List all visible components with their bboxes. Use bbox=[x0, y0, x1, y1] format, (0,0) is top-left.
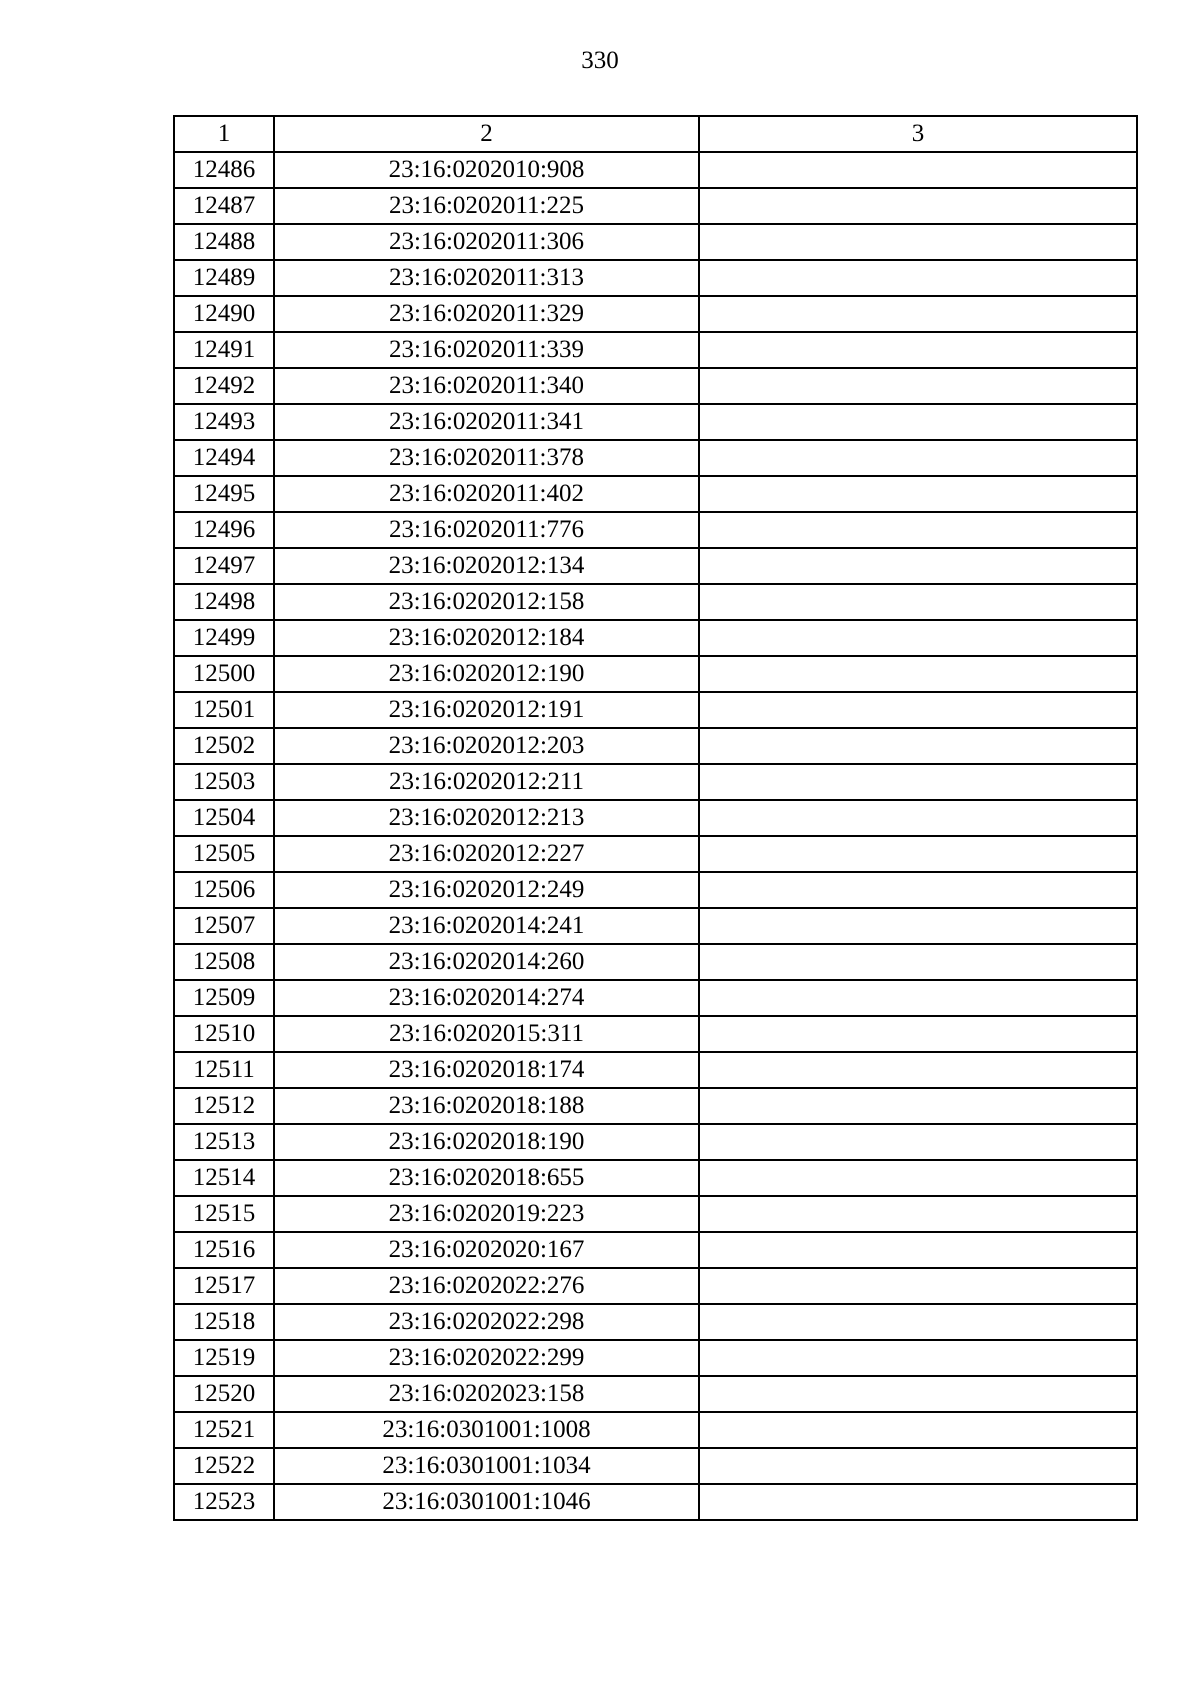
row-number-cell: 12519 bbox=[174, 1340, 274, 1376]
cadastral-number-cell: 23:16:0202018:655 bbox=[274, 1160, 699, 1196]
table-row bbox=[174, 188, 1137, 224]
cadastral-number-cell: 23:16:0202014:260 bbox=[274, 944, 699, 980]
row-number-cell: 12504 bbox=[174, 800, 274, 836]
row-number-cell: 12488 bbox=[174, 224, 274, 260]
table-row bbox=[174, 1268, 1137, 1304]
cadastral-number-cell: 23:16:0202023:158 bbox=[274, 1376, 699, 1412]
table-row bbox=[174, 944, 1137, 980]
cadastral-number-cell: 23:16:0202012:213 bbox=[274, 800, 699, 836]
cadastral-number-cell: 23:16:0202011:329 bbox=[274, 296, 699, 332]
cadastral-number-cell: 23:16:0202022:299 bbox=[274, 1340, 699, 1376]
cadastral-number-cell: 23:16:0202011:225 bbox=[274, 188, 699, 224]
row-number-cell: 12521 bbox=[174, 1412, 274, 1448]
header-cell-2: 2 bbox=[274, 116, 699, 152]
table-row bbox=[174, 1088, 1137, 1124]
notes-cell bbox=[699, 1160, 1137, 1196]
notes-cell bbox=[699, 1124, 1137, 1160]
cadastral-number-cell: 23:16:0202019:223 bbox=[274, 1196, 699, 1232]
cadastral-number-cell: 23:16:0202012:249 bbox=[274, 872, 699, 908]
row-number-cell: 12489 bbox=[174, 260, 274, 296]
notes-cell bbox=[699, 764, 1137, 800]
notes-cell bbox=[699, 872, 1137, 908]
cadastral-table bbox=[173, 115, 1138, 1521]
cadastral-number-cell: 23:16:0202010:908 bbox=[274, 152, 699, 188]
header-row bbox=[174, 116, 1137, 152]
cadastral-number-cell: 23:16:0202014:274 bbox=[274, 980, 699, 1016]
cadastral-number-cell: 23:16:0202012:190 bbox=[274, 656, 699, 692]
notes-cell bbox=[699, 1016, 1137, 1052]
row-number-cell: 12505 bbox=[174, 836, 274, 872]
row-number-cell: 12513 bbox=[174, 1124, 274, 1160]
row-number-cell: 12494 bbox=[174, 440, 274, 476]
cadastral-number-cell: 23:16:0202012:184 bbox=[274, 620, 699, 656]
table-row bbox=[174, 476, 1137, 512]
row-number-cell: 12511 bbox=[174, 1052, 274, 1088]
notes-cell bbox=[699, 404, 1137, 440]
table-row bbox=[174, 656, 1137, 692]
cadastral-number-cell: 23:16:0202012:211 bbox=[274, 764, 699, 800]
cadastral-number-cell: 23:16:0202018:174 bbox=[274, 1052, 699, 1088]
notes-cell bbox=[699, 296, 1137, 332]
notes-cell bbox=[699, 440, 1137, 476]
table-row bbox=[174, 908, 1137, 944]
table-row bbox=[174, 1016, 1137, 1052]
row-number-cell: 12492 bbox=[174, 368, 274, 404]
table-row bbox=[174, 800, 1137, 836]
row-number-cell: 12486 bbox=[174, 152, 274, 188]
row-number-cell: 12490 bbox=[174, 296, 274, 332]
cadastral-number-cell: 23:16:0202012:158 bbox=[274, 584, 699, 620]
row-number-cell: 12496 bbox=[174, 512, 274, 548]
table-header bbox=[174, 116, 1137, 152]
notes-cell bbox=[699, 656, 1137, 692]
cadastral-number-cell: 23:16:0202012:227 bbox=[274, 836, 699, 872]
cadastral-number-cell: 23:16:0202014:241 bbox=[274, 908, 699, 944]
table-row bbox=[174, 332, 1137, 368]
notes-cell bbox=[699, 800, 1137, 836]
row-number-cell: 12499 bbox=[174, 620, 274, 656]
cadastral-number-cell: 23:16:0202011:378 bbox=[274, 440, 699, 476]
notes-cell bbox=[699, 1376, 1137, 1412]
cadastral-number-cell: 23:16:0202011:402 bbox=[274, 476, 699, 512]
table-row bbox=[174, 1052, 1137, 1088]
page-number: 330 bbox=[581, 47, 619, 74]
notes-cell bbox=[699, 1340, 1137, 1376]
notes-cell bbox=[699, 1484, 1137, 1520]
cadastral-number-cell: 23:16:0202012:134 bbox=[274, 548, 699, 584]
notes-cell bbox=[699, 188, 1137, 224]
row-number-cell: 12516 bbox=[174, 1232, 274, 1268]
header-cell-3: 3 bbox=[699, 116, 1137, 152]
table-row bbox=[174, 836, 1137, 872]
cadastral-number-cell: 23:16:0202012:203 bbox=[274, 728, 699, 764]
notes-cell bbox=[699, 728, 1137, 764]
row-number-cell: 12502 bbox=[174, 728, 274, 764]
table-row bbox=[174, 1124, 1137, 1160]
cadastral-number-cell: 23:16:0301001:1008 bbox=[274, 1412, 699, 1448]
row-number-cell: 12515 bbox=[174, 1196, 274, 1232]
cadastral-number-cell: 23:16:0301001:1046 bbox=[274, 1484, 699, 1520]
table-row bbox=[174, 1196, 1137, 1232]
row-number-cell: 12495 bbox=[174, 476, 274, 512]
cadastral-number-cell: 23:16:0202011:340 bbox=[274, 368, 699, 404]
cadastral-number-cell: 23:16:0301001:1034 bbox=[274, 1448, 699, 1484]
cadastral-number-cell: 23:16:0202011:313 bbox=[274, 260, 699, 296]
table-row bbox=[174, 368, 1137, 404]
notes-cell bbox=[699, 944, 1137, 980]
notes-cell bbox=[699, 1304, 1137, 1340]
cadastral-number-cell: 23:16:0202018:190 bbox=[274, 1124, 699, 1160]
row-number-cell: 12507 bbox=[174, 908, 274, 944]
notes-cell bbox=[699, 620, 1137, 656]
row-number-cell: 12508 bbox=[174, 944, 274, 980]
notes-cell bbox=[699, 548, 1137, 584]
row-number-cell: 12491 bbox=[174, 332, 274, 368]
notes-cell bbox=[699, 512, 1137, 548]
cadastral-number-cell: 23:16:0202011:339 bbox=[274, 332, 699, 368]
notes-cell bbox=[699, 1268, 1137, 1304]
row-number-cell: 12520 bbox=[174, 1376, 274, 1412]
cadastral-number-cell: 23:16:0202022:298 bbox=[274, 1304, 699, 1340]
row-number-cell: 12523 bbox=[174, 1484, 274, 1520]
row-number-cell: 12487 bbox=[174, 188, 274, 224]
notes-cell bbox=[699, 1412, 1137, 1448]
row-number-cell: 12497 bbox=[174, 548, 274, 584]
table-row bbox=[174, 620, 1137, 656]
notes-cell bbox=[699, 476, 1137, 512]
row-number-cell: 12493 bbox=[174, 404, 274, 440]
notes-cell bbox=[699, 368, 1137, 404]
row-number-cell: 12500 bbox=[174, 656, 274, 692]
table-row bbox=[174, 260, 1137, 296]
cadastral-number-cell: 23:16:0202022:276 bbox=[274, 1268, 699, 1304]
row-number-cell: 12514 bbox=[174, 1160, 274, 1196]
cadastral-number-cell: 23:16:0202018:188 bbox=[274, 1088, 699, 1124]
notes-cell bbox=[699, 980, 1137, 1016]
row-number-cell: 12501 bbox=[174, 692, 274, 728]
table-row bbox=[174, 152, 1137, 188]
notes-cell bbox=[699, 1088, 1137, 1124]
table-row bbox=[174, 224, 1137, 260]
notes-cell bbox=[699, 1196, 1137, 1232]
row-number-cell: 12518 bbox=[174, 1304, 274, 1340]
table-row bbox=[174, 548, 1137, 584]
row-number-cell: 12510 bbox=[174, 1016, 274, 1052]
cadastral-number-cell: 23:16:0202015:311 bbox=[274, 1016, 699, 1052]
notes-cell bbox=[699, 152, 1137, 188]
notes-cell bbox=[699, 584, 1137, 620]
notes-cell bbox=[699, 836, 1137, 872]
row-number-cell: 12517 bbox=[174, 1268, 274, 1304]
table-row bbox=[174, 440, 1137, 476]
table-row bbox=[174, 584, 1137, 620]
table-row bbox=[174, 1484, 1137, 1520]
table-row bbox=[174, 512, 1137, 548]
cadastral-number-cell: 23:16:0202011:306 bbox=[274, 224, 699, 260]
notes-cell bbox=[699, 224, 1137, 260]
table-row bbox=[174, 1160, 1137, 1196]
row-number-cell: 12498 bbox=[174, 584, 274, 620]
cadastral-number-cell: 23:16:0202011:341 bbox=[274, 404, 699, 440]
table-row bbox=[174, 1304, 1137, 1340]
table-row bbox=[174, 728, 1137, 764]
header-cell-1: 1 bbox=[174, 116, 274, 152]
row-number-cell: 12522 bbox=[174, 1448, 274, 1484]
notes-cell bbox=[699, 1448, 1137, 1484]
cadastral-number-cell: 23:16:0202020:167 bbox=[274, 1232, 699, 1268]
table-row bbox=[174, 1376, 1137, 1412]
table-row bbox=[174, 1340, 1137, 1376]
table-row bbox=[174, 1232, 1137, 1268]
table-row bbox=[174, 404, 1137, 440]
table-row bbox=[174, 296, 1137, 332]
table-row bbox=[174, 872, 1137, 908]
notes-cell bbox=[699, 908, 1137, 944]
notes-cell bbox=[699, 260, 1137, 296]
cadastral-number-cell: 23:16:0202011:776 bbox=[274, 512, 699, 548]
row-number-cell: 12509 bbox=[174, 980, 274, 1016]
table-row bbox=[174, 692, 1137, 728]
table-row bbox=[174, 764, 1137, 800]
notes-cell bbox=[699, 332, 1137, 368]
table-body bbox=[174, 152, 1137, 1520]
table-row bbox=[174, 1412, 1137, 1448]
cadastral-number-cell: 23:16:0202012:191 bbox=[274, 692, 699, 728]
row-number-cell: 12503 bbox=[174, 764, 274, 800]
row-number-cell: 12512 bbox=[174, 1088, 274, 1124]
notes-cell bbox=[699, 692, 1137, 728]
row-number-cell: 12506 bbox=[174, 872, 274, 908]
table-row bbox=[174, 1448, 1137, 1484]
notes-cell bbox=[699, 1052, 1137, 1088]
notes-cell bbox=[699, 1232, 1137, 1268]
table-row bbox=[174, 980, 1137, 1016]
